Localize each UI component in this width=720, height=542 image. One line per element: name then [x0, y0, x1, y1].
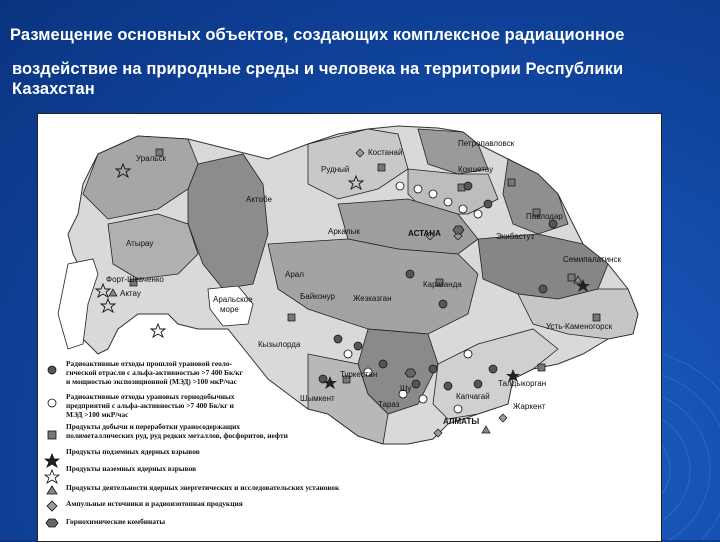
slide-title-line-2: воздействие на природные среды и человека на территории Республики [12, 60, 624, 78]
legend-item-text: гической отрасли с альфа-активностью >7 400 Бк/кг [66, 368, 243, 377]
filled-star-icon [45, 454, 59, 467]
city-label-almaty: АЛМАТЫ [443, 417, 480, 426]
city-label-aral-sea: Аральское море [213, 295, 253, 314]
slide-title-line-1: Размещение основных объектов, создающих комплексное радиационное [10, 26, 625, 44]
kazakhstan-map [38, 114, 661, 541]
city-label-kostanay: Костанай [368, 148, 403, 157]
city-label-ekibastuz: Экибастуз [496, 232, 534, 241]
city-label-uralsk: Уральск [136, 154, 166, 163]
legend-item-text: Радиоактивные отходы урановых горнодобычных [66, 392, 235, 401]
city-label-aral: Арал [285, 270, 304, 279]
legend-item-text: Продукты добычи и переработки ураносодержащих [66, 422, 241, 431]
city-label-zharkent: Жаркент [513, 402, 546, 411]
legend-item-text: МЭД >100 мкР/час [66, 410, 129, 419]
open-star-icon [45, 470, 59, 483]
city-label-aktobe: Актобе [246, 195, 272, 204]
city-label-shymkent: Шымкент [300, 394, 335, 403]
city-label-semipalatinsk: Семипалатинск [563, 255, 621, 264]
city-label-aktau: Актау [120, 289, 141, 298]
city-label-turkestan: Туркестан [340, 370, 378, 379]
region-pavlodar [503, 159, 568, 234]
city-label-baikonur: Байконур [300, 292, 335, 301]
city-label-atyrau: Атырау [126, 239, 154, 248]
city-label-ust-kamenogorsk: Усть-Каменогорск [546, 322, 613, 331]
city-label-kyzylorda: Кызылорда [258, 340, 301, 349]
triangle-icon [47, 486, 57, 494]
radiation-map-panel [37, 113, 662, 542]
city-label-arkalyk: Аркалык [328, 227, 360, 236]
legend-item-text: Продукты деятельности ядерных энергетических и исследовательских установок [66, 483, 340, 492]
legend-item-text: и мощностью экспозиционной (МЭД) >100 мкР/час [66, 377, 237, 386]
legend-item-text: Продукты наземных ядерных взрывов [66, 464, 197, 473]
city-label-taldykorgan: Талдыкорган [498, 379, 547, 388]
hexagon-icon [46, 519, 58, 527]
slide-title-line-3: Казахстан [12, 80, 95, 98]
legend-item-text: Продукты подземных ядерных взрывов [66, 447, 200, 456]
city-label-fort-shevchenko: Форт-Шевченко [106, 275, 164, 284]
legend-item-text: полиметаллических руд, руд редких металлов, фосфоритов, нефти [66, 431, 288, 440]
legend-item-text: Радиоактивные отходы прошлой урановой геоло- [66, 359, 233, 368]
city-label-kokshetau: Кокшетау [458, 165, 494, 174]
city-label-petropavlovsk: Петропавловск [458, 139, 515, 148]
square-icon [48, 431, 56, 439]
city-label-rudny: Рудный [321, 165, 350, 174]
legend-symbols [45, 366, 59, 527]
city-label-kapchagay: Капчагай [456, 392, 490, 401]
city-label-karaganda: Караганда [423, 280, 462, 289]
legend-item-text: Горнохимические комбинаты [66, 517, 166, 526]
city-label-pavlodar: Павлодар [526, 212, 563, 221]
diamond-icon [47, 501, 57, 511]
legend-item-text: Ампульные источники и радиоизотопная продукция [66, 499, 243, 508]
legend-item-text: предприятий с альфа-активностью >7 400 Бк/кг и [66, 401, 234, 410]
city-label-shu: Шу [400, 384, 412, 393]
city-label-taraz: Тараз [378, 400, 400, 409]
open-circle-icon [48, 399, 56, 407]
filled-circle-icon [48, 366, 56, 374]
city-label-zhezkazgan: Жезказган [353, 294, 392, 303]
city-label-astana: АСТАНА [408, 229, 441, 238]
